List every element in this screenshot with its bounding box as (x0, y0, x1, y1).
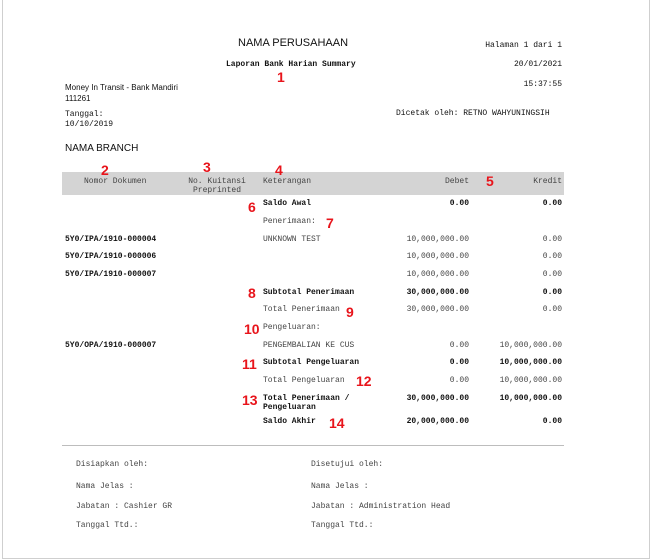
report-title: Laporan Bank Harian Summary (226, 60, 356, 69)
row-4-debet: 0.00 (449, 341, 469, 350)
total-penerimaan-debet: 30,000,000.00 (406, 305, 469, 314)
annotation-marker-1: 1 (277, 69, 285, 85)
row-4-kredit: 10,000,000.00 (499, 341, 562, 350)
row-3-kredit: 0.00 (542, 270, 562, 279)
pengeluaran-label: Pengeluaran: (263, 323, 321, 332)
date-value: 10/10/2019 (65, 120, 114, 129)
subtotal-pengeluaran-label: Subtotal Pengeluaran (263, 358, 360, 367)
page-info: Halaman 1 dari 1 (485, 41, 562, 50)
col-header-debet: Debet (444, 177, 469, 186)
row-4-keterangan: PENGEMBALIAN KE CUS (263, 341, 355, 350)
prepared-by-label: Disiapkan oleh: (76, 460, 149, 469)
col-header-kwitansi-1: No. Kuitansi (188, 177, 246, 186)
total-pengeluaran-debet: 0.00 (449, 376, 469, 385)
total-pp-label-1: Total Penerimaan / (263, 394, 350, 403)
annotation-marker-10: 10 (244, 321, 260, 337)
total-pengeluaran-label: Total Pengeluaran (263, 376, 345, 385)
name-label-right: Nama Jelas : (311, 482, 369, 491)
row-2-doc: 5Y0/IPA/1910-000006 (65, 252, 157, 261)
saldo-awal-debet: 0.00 (449, 199, 469, 208)
annotation-marker-6: 6 (248, 199, 256, 215)
row-2-debet: 10,000,000.00 (406, 252, 469, 261)
col-header-document: Nomor Dokumen (84, 177, 147, 186)
position-left: Jabatan : Cashier GR (76, 502, 173, 511)
signature-separator (62, 445, 564, 446)
date-label: Tanggal: (65, 110, 104, 119)
subtotal-pengeluaran-debet: 0.00 (449, 358, 469, 367)
row-3-debet: 10,000,000.00 (406, 270, 469, 279)
annotation-marker-11: 11 (242, 356, 257, 372)
row-1-kredit: 0.00 (542, 235, 562, 244)
subtotal-penerimaan-label: Subtotal Penerimaan (263, 288, 355, 297)
report-date: 20/01/2021 (513, 60, 562, 69)
saldo-awal-label: Saldo Awal (263, 199, 312, 208)
row-1-keterangan: UNKNOWN TEST (263, 235, 321, 244)
annotation-marker-5: 5 (486, 173, 494, 189)
position-right: Jabatan : Administration Head (311, 502, 451, 511)
saldo-akhir-debet: 20,000,000.00 (406, 417, 469, 426)
col-header-keterangan: Keterangan (263, 177, 312, 186)
total-pengeluaran-kredit: 10,000,000.00 (499, 376, 562, 385)
name-label-left: Nama Jelas : (76, 482, 134, 491)
annotation-marker-8: 8 (248, 285, 256, 301)
company-name: NAMA PERUSAHAAN (238, 37, 349, 49)
annotation-marker-13: 13 (242, 392, 258, 408)
sign-date-left: Tanggal Ttd.: (76, 521, 139, 530)
saldo-akhir-kredit: 0.00 (542, 417, 562, 426)
penerimaan-label: Penerimaan: (263, 217, 316, 226)
row-1-doc: 5Y0/IPA/1910-000004 (65, 235, 157, 244)
row-1-debet: 10,000,000.00 (406, 235, 469, 244)
saldo-awal-kredit: 0.00 (542, 199, 562, 208)
account-name: Money In Transit - Bank Mandiri (65, 83, 178, 92)
total-penerimaan-kredit: 0.00 (542, 305, 562, 314)
annotation-marker-12: 12 (356, 373, 372, 389)
annotation-marker-3: 3 (203, 159, 211, 175)
subtotal-penerimaan-debet: 30,000,000.00 (406, 288, 469, 297)
annotation-marker-9: 9 (346, 304, 354, 320)
approved-by-label: Disetujui oleh: (311, 460, 384, 469)
total-pp-debet: 30,000,000.00 (406, 394, 469, 403)
subtotal-penerimaan-kredit: 0.00 (542, 288, 562, 297)
total-penerimaan-label: Total Penerimaan (263, 305, 340, 314)
total-pp-kredit: 10,000,000.00 (499, 394, 562, 403)
annotation-marker-4: 4 (275, 162, 283, 178)
row-3-doc: 5Y0/IPA/1910-000007 (65, 270, 157, 279)
account-number: 111261 (65, 94, 91, 103)
col-header-kwitansi-2: Preprinted (192, 186, 241, 195)
subtotal-pengeluaran-kredit: 10,000,000.00 (499, 358, 562, 367)
row-2-kredit: 0.00 (542, 252, 562, 261)
printed-by: Dicetak oleh: RETNO WAHYUNINGSIH (396, 109, 550, 118)
annotation-marker-7: 7 (326, 215, 334, 231)
row-4-doc: 5Y0/OPA/1910-000007 (65, 341, 157, 350)
total-pp-label-2: Pengeluaran (263, 403, 316, 412)
branch-name: NAMA BRANCH (65, 143, 139, 154)
report-time: 15:37:55 (523, 80, 562, 89)
sign-date-right: Tanggal Ttd.: (311, 521, 374, 530)
col-header-kredit: Kredit (533, 177, 562, 186)
saldo-akhir-label: Saldo Akhir (263, 417, 316, 426)
annotation-marker-2: 2 (101, 162, 109, 178)
annotation-marker-14: 14 (329, 415, 345, 431)
